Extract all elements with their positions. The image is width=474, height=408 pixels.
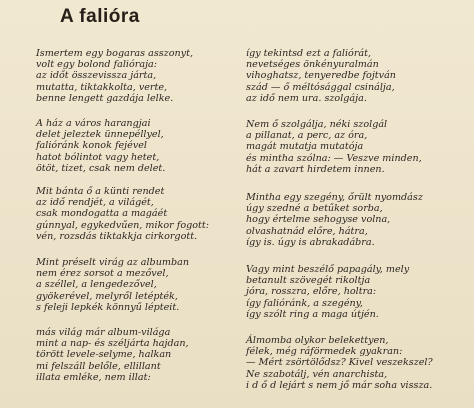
- poem-line: a széllel, a lengedezővel,: [36, 279, 157, 291]
- poem-line: Nem ő szolgálja, néki szolgál: [246, 119, 388, 131]
- poem-line: Mint préselt virág az albumban: [36, 257, 190, 269]
- poem-line: Mintha egy szegény, őrült nyomdász: [246, 192, 423, 204]
- poem-line: a pillanat, a perc, az óra,: [246, 130, 368, 142]
- stanza: [246, 119, 456, 175]
- poem-line: Mit bánta ő a künti rendet: [36, 186, 165, 198]
- poem-line: gúnnyal, egykedvűen, mikor fogott:: [36, 219, 209, 231]
- poem-line: nevetséges önkényuralmán: [246, 59, 379, 71]
- poem-line: mi felszáll belőle, ellillant: [36, 360, 161, 372]
- poem-line: magát mutatja mutatója: [246, 141, 364, 153]
- poem-line: hogy értelme sehogyse volna,: [246, 214, 391, 226]
- stanza: [246, 264, 456, 320]
- poem-line: Ne szabotálj, vén anarchista,: [246, 368, 388, 380]
- poem-line: Vagy mint beszélő papagály, mely: [246, 264, 410, 276]
- poem-line: benne lengett gazdája lelke.: [36, 92, 174, 104]
- poem-title: A falióra: [60, 6, 140, 27]
- poem-line: így falióránk, a szegény,: [246, 297, 363, 309]
- poem-line: falióránk konok fejével: [36, 140, 147, 152]
- poem-line: gyökerével, melyről letépték,: [36, 290, 178, 302]
- poem-line: így tekintsd ezt a faliórát,: [246, 48, 372, 59]
- poem-line: olvashatnád előre, hátra,: [246, 225, 368, 237]
- poem-line: úgy szedné a betűket sorba,: [246, 203, 383, 215]
- poem-line: csak mondogatta a magáét: [36, 208, 168, 220]
- poem-line: s feleji lepkék könnyű lépteit.: [36, 301, 180, 313]
- stanza: [36, 118, 246, 174]
- poem-line: az idő rendjét, a világét,: [36, 197, 154, 209]
- poem-line: delet jeleztek ünnepéllyel,: [36, 129, 164, 141]
- poem-line: az időt összevissza járta,: [36, 70, 157, 82]
- stanza: [36, 186, 246, 242]
- poem-line: vén, rozsdás tiktakkja cirkorgott.: [36, 230, 198, 242]
- stanza: [246, 335, 456, 391]
- poem-line: így is. úgy is abrakadábra.: [246, 236, 375, 248]
- poem-line: illata emléke, nem illat:: [36, 371, 151, 383]
- poem-line: mutatta, tiktakkolta, verte,: [36, 81, 168, 93]
- poem-line: betanult szövegét rikoltja: [246, 275, 371, 287]
- poem-line: — Mért zsörtölődsz? Kivel veszekszel?: [246, 357, 433, 369]
- poem-line: szád — ő méltósággal csinálja,: [246, 81, 395, 93]
- poem-line: ötöt, tizet, csak nem delet.: [36, 162, 166, 174]
- poem-line: így szólt ring a maga útjén.: [246, 308, 379, 320]
- poem-line: i d ő d lejárt s nem jő már soha vissza.: [246, 379, 433, 391]
- poem-line: Ismertem egy bogaras asszonyt,: [36, 48, 193, 59]
- stanza: [246, 192, 456, 248]
- stanza: [246, 48, 456, 104]
- left-column: [36, 48, 246, 395]
- poem-line: hát a zavart hirdetem innen.: [246, 163, 385, 175]
- stanza: [36, 48, 246, 104]
- stanza: [36, 327, 246, 383]
- poem-line: más világ már album-világa: [36, 327, 171, 339]
- poem-line: vihoghatsz, tenyeredbe fojtván: [246, 70, 396, 82]
- poem-line: és mintha szólna: — Veszve minden,: [246, 152, 422, 164]
- poem-line: A ház a város harangjai: [36, 118, 151, 130]
- poem-line: az idő nem ura. szolgája.: [246, 92, 367, 104]
- right-column: [246, 48, 456, 403]
- poem-line: nem érez sorsot a mezővel,: [36, 268, 169, 280]
- poem-line: mint a nap- és széljárta hajdan,: [36, 338, 189, 350]
- poem-line: hatot bólintot vagy hetet,: [36, 151, 160, 163]
- poem-line: jóra, rosszra, előre, holtra:: [246, 286, 377, 298]
- poem-line: félek, még ráförmedek gyakran:: [246, 346, 403, 358]
- stanza: [36, 257, 246, 313]
- poem-line: törött levele-selyme, halkan: [36, 349, 172, 361]
- poem-line: volt egy bolond falióraja:: [36, 59, 158, 71]
- poem-line: Álmomba olykor belekettyen,: [246, 335, 389, 347]
